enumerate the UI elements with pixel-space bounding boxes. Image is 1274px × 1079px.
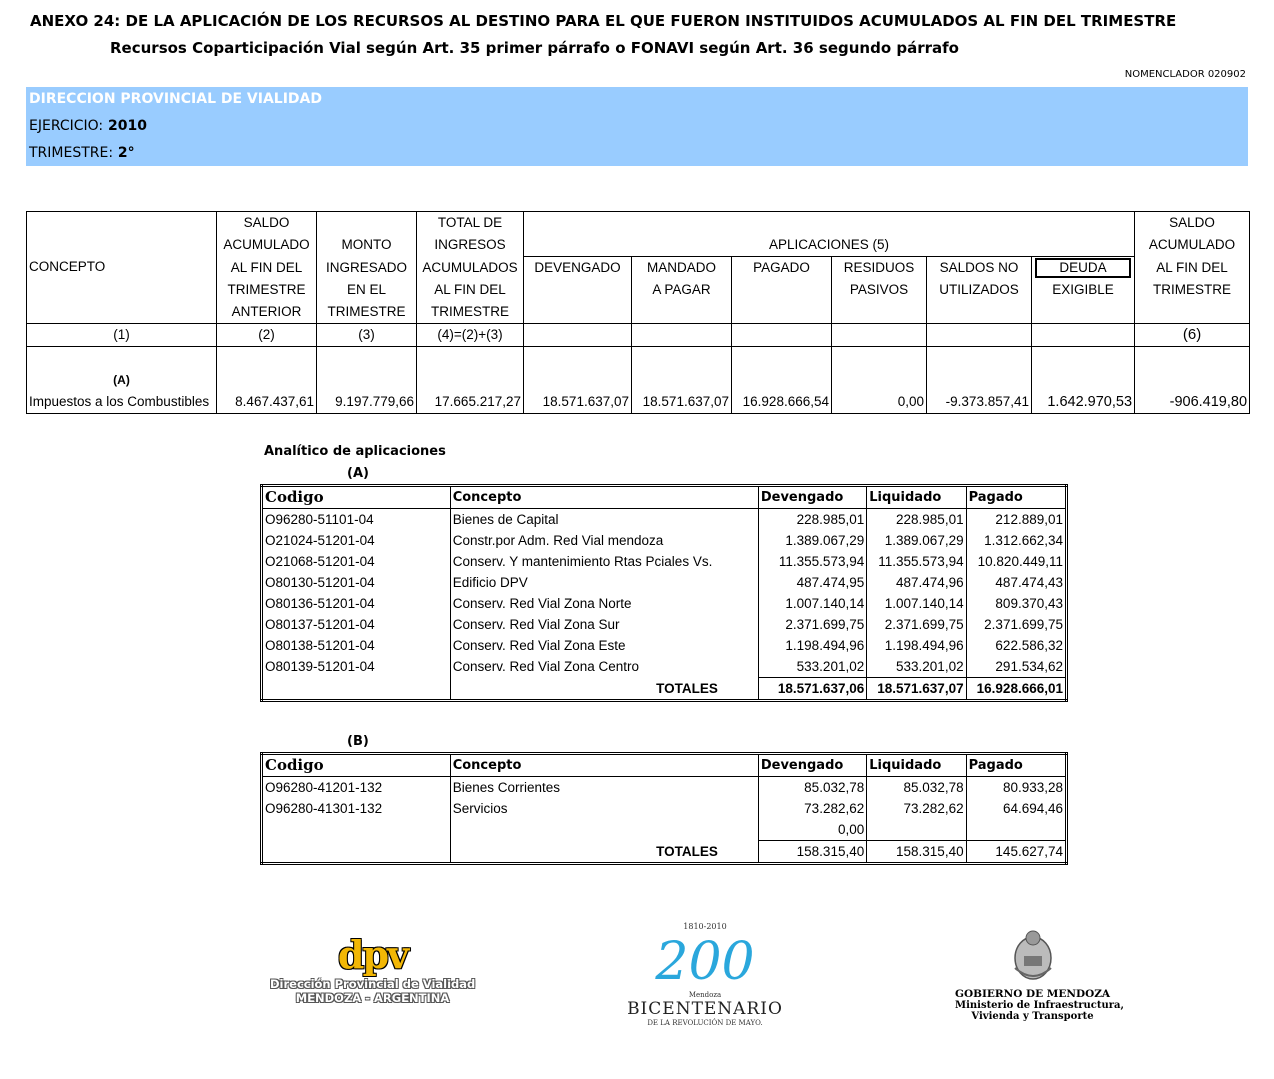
idx-empty [1032,323,1135,346]
concepto-header [27,212,217,324]
pagado-header: Pagado [966,754,1066,777]
table-row [262,656,1067,678]
dpv-logo [270,932,475,1005]
idx-4: (4)=(2)+(3) [417,323,524,346]
idx-empty [632,323,732,346]
concepto-cell: Constr.por Adm. Red Vial mendoza [450,530,758,551]
devengado-cell: 73.282,62 [758,798,866,819]
section-b-label: (B) [347,734,369,749]
trimestre-label: TRIMESTRE: [29,145,114,161]
document-subtitle: Recursos Coparticipación Vial según Art. 35 primer párrafo o FONAVI según Art. 36 segundo párrafo [110,39,959,57]
row-devengado: 18.571.637,07 [524,346,632,413]
table-row [262,614,1067,635]
col4-header-l5: TRIMESTRE [417,301,524,324]
codigo-cell: O80136-51201-04 [262,593,451,614]
liquidado-header: Liquidado [867,486,966,509]
liquidado-cell: 1.007.140,14 [867,593,966,614]
deuda-header-l1: DEUDA [1034,257,1132,279]
col6-header-l4: TRIMESTRE [1135,279,1250,301]
codigo-cell: O21024-51201-04 [262,530,451,551]
col6-header-l3: AL FIN DEL [1135,257,1250,279]
devengado-header: Devengado [758,486,866,509]
row-saldo-fin: -906.419,80 [1135,346,1250,413]
pagado-cell: 80.933,28 [966,777,1066,799]
concepto-cell: Conserv. Red Vial Zona Este [450,635,758,656]
table-row [262,509,1067,531]
analitico-title: Analítico de aplicaciones [264,444,446,459]
gobierno-mendoza-logo [955,928,1124,1022]
col3-header-l1: MONTO [317,234,417,257]
liquidado-header: Liquidado [867,754,966,777]
liquidado-cell: 1.389.067,29 [867,530,966,551]
col4-header-l2: INGRESOS [417,234,524,257]
totals-row [262,678,1067,701]
concepto-cell: Bienes Corrientes [450,777,758,799]
header-row [27,212,1250,235]
applications-summary-table [26,211,1250,414]
col3-header-l0 [317,212,417,235]
codigo-cell: O80130-51201-04 [262,572,451,593]
totals-label: TOTALES [450,678,758,701]
liquidado-cell: 73.282,62 [867,798,966,819]
codigo-header: Codigo [262,754,451,777]
annex-title: DE LA APLICACIÓN DE LOS RECURSOS AL DESTINO PARA EL QUE FUERON INSTITUIDOS ACUMULADOS AL FIN DEL TRIMESTRE [120,12,1177,30]
aplicaciones-header-top [524,212,1135,235]
bicentenario-name: BICENTENARIO [627,999,783,1019]
residuos-header-l1: RESIDUOS [843,260,915,275]
concepto-cell: Conserv. Red Vial Zona Norte [450,593,758,614]
col6-header-l1: SALDO [1135,212,1250,235]
row-monto-ingresado: 9.197.779,66 [317,346,417,413]
entity-header-band [26,87,1248,166]
totals-label: TOTALES [450,841,758,864]
devengado-cell: 228.985,01 [758,509,866,531]
row-mandado: 18.571.637,07 [632,346,732,413]
residuos-header-l2: PASIVOS [849,282,909,297]
codigo-cell: O96280-51101-04 [262,509,451,531]
devengado-cell: 1.198.494,96 [758,635,866,656]
ejercicio-label: EJERCICIO: [29,118,104,134]
index-row [27,323,1250,346]
total-pagado: 145.627,74 [966,841,1066,864]
concepto-header-label: CONCEPTO [29,259,106,275]
totals-row [262,841,1067,864]
concepto-header: Concepto [450,754,758,777]
mandado-header [632,257,732,324]
devengado-cell: 11.355.573,94 [758,551,866,572]
gobierno-line2: Ministerio de Infraestructura, [955,1000,1124,1011]
mandado-header-l1: MANDADO [646,260,716,275]
row-total-ingresos: 17.665.217,27 [417,346,524,413]
ejercicio-line [29,118,147,134]
devengado-cell: 2.371.699,75 [758,614,866,635]
total-liquidado: 18.571.637,07 [867,678,966,701]
liquidado-cell: 85.032,78 [867,777,966,799]
table-row [262,798,1067,819]
pagado-header: PAGADO [732,257,832,324]
liquidado-cell: 533.201,02 [867,656,966,678]
bicentenario-city: Mendoza [688,991,722,999]
idx-empty [927,323,1032,346]
table-row [262,593,1067,614]
idx-6: (6) [1135,323,1250,346]
totals-empty [262,678,451,701]
document-title [30,12,1176,30]
pagado-cell: 809.370,43 [966,593,1066,614]
entity-name: DIRECCION PROVINCIAL DE VIALIDAD [29,91,323,107]
col2-header-l4: TRIMESTRE [217,279,317,301]
table-row [262,819,1067,841]
pagado-cell: 487.474,43 [966,572,1066,593]
row-concepto: Impuestos a los Combustibles [29,393,210,409]
trimestre-line [29,145,135,161]
bicentenario-subtitle: DE LA REVOLUCIÓN DE MAYO. [647,1019,763,1027]
concepto-cell: Bienes de Capital [450,509,758,531]
pagado-cell: 622.586,32 [966,635,1066,656]
pagado-cell [966,819,1066,841]
analitico-header-row [262,486,1067,509]
pagado-cell: 2.371.699,75 [966,614,1066,635]
codigo-cell: O96280-41201-132 [262,777,451,799]
concepto-cell: Conserv. Y mantenimiento Rtas Pciales Vs. [450,551,758,572]
dpv-logo-line1: Dirección Provincial de Vialidad [270,977,476,991]
nomenclador-code: NOMENCLADOR 020902 [1124,69,1246,80]
codigo-cell: O80138-51201-04 [262,635,451,656]
coat-of-arms-icon [1008,928,1058,984]
codigo-cell: O80137-51201-04 [262,614,451,635]
table-row [262,572,1067,593]
liquidado-cell: 1.198.494,96 [867,635,966,656]
concepto-cell [450,819,758,841]
col3-header-l4: TRIMESTRE [317,301,417,324]
row-marker: (A) [113,372,130,387]
pagado-cell: 64.694,46 [966,798,1066,819]
col6-header-l5 [1135,301,1250,324]
col2-header-l1: SALDO [217,212,317,235]
row-pagado: 16.928.666,54 [732,346,832,413]
liquidado-cell [867,819,966,841]
concepto-cell: Conserv. Red Vial Zona Centro [450,656,758,678]
table-row [262,777,1067,799]
row-deuda: 1.642.970,53 [1032,346,1135,413]
pagado-cell: 10.820.449,11 [966,551,1066,572]
col6-header-l2: ACUMULADO [1135,234,1250,257]
devengado-header: DEVENGADO [524,257,632,324]
analitico-body-b [262,777,1067,841]
gobierno-line3: Vivienda y Transporte [971,1011,1094,1022]
concepto-header: Concepto [450,486,758,509]
pagado-cell: 1.312.662,34 [966,530,1066,551]
analitico-body-a [262,509,1067,678]
liquidado-cell: 487.474,96 [867,572,966,593]
analitico-table-a [260,484,1068,702]
dpv-mark: dpv [337,932,408,977]
totals-empty [262,841,451,864]
mandado-header-l2: A PAGAR [652,282,711,297]
row-saldo-anterior: 8.467.437,61 [217,346,317,413]
data-row [27,346,1250,413]
pagado-cell: 291.534,62 [966,656,1066,678]
annex-number: ANEXO 24: [30,12,121,30]
gobierno-line1: GOBIERNO DE MENDOZA [955,988,1111,1000]
liquidado-cell: 228.985,01 [867,509,966,531]
table-row [262,551,1067,572]
total-devengado: 158.315,40 [758,841,866,864]
bicentenario-200-text: 200 [655,932,755,987]
idx-empty [832,323,927,346]
col3-header-l2: INGRESADO [317,257,417,279]
ejercicio-value: 2010 [103,118,147,134]
total-devengado: 18.571.637,06 [758,678,866,701]
trimestre-value: 2° [113,145,135,161]
bicentenario-200-mark [645,931,765,987]
codigo-cell [262,819,451,841]
devengado-cell: 533.201,02 [758,656,866,678]
deuda-header [1032,257,1135,324]
row-residuos: 0,00 [832,346,927,413]
idx-3: (3) [317,323,417,346]
table-row [262,635,1067,656]
codigo-cell: O96280-41301-132 [262,798,451,819]
analitico-header-row [262,754,1067,777]
col3-header-l3: EN EL [317,279,417,301]
devengado-cell: 1.389.067,29 [758,530,866,551]
concepto-cell: Servicios [450,798,758,819]
col4-header-l4: AL FIN DEL [417,279,524,301]
section-a-label: (A) [347,466,369,481]
idx-empty [524,323,632,346]
devengado-header: Devengado [758,754,866,777]
devengado-cell: 0,00 [758,819,866,841]
saldos-no-header-l1: SALDOS NO [939,260,1019,275]
col4-header-l3: ACUMULADOS [417,257,524,279]
row-saldos-no: -9.373.857,41 [927,346,1032,413]
pagado-cell: 212.889,01 [966,509,1066,531]
liquidado-cell: 11.355.573,94 [867,551,966,572]
table-row [262,530,1067,551]
col4-header-l1: TOTAL DE [417,212,524,235]
concepto-cell: Conserv. Red Vial Zona Sur [450,614,758,635]
col2-header-l3: AL FIN DEL [217,257,317,279]
idx-2: (2) [217,323,317,346]
codigo-header: Codigo [262,486,451,509]
idx-empty [732,323,832,346]
pagado-header: Pagado [966,486,1066,509]
codigo-cell: O21068-51201-04 [262,551,451,572]
aplicaciones-header: APLICACIONES (5) [524,234,1135,257]
bicentenario-logo [620,922,790,1027]
devengado-cell: 1.007.140,14 [758,593,866,614]
devengado-cell: 85.032,78 [758,777,866,799]
col2-header-l2: ACUMULADO [217,234,317,257]
col2-header-l5: ANTERIOR [217,301,317,324]
concepto-cell: Edificio DPV [450,572,758,593]
bicentenario-years: 1810-2010 [683,922,727,931]
saldos-no-header-l2: UTILIZADOS [939,282,1019,297]
liquidado-cell: 2.371.699,75 [867,614,966,635]
dpv-logo-line2: MENDOZA - ARGENTINA [295,991,450,1005]
idx-1: (1) [27,323,217,346]
row-concepto-cell [27,346,217,413]
total-liquidado: 158.315,40 [867,841,966,864]
total-pagado: 16.928.666,01 [966,678,1066,701]
analitico-table-b [260,752,1068,865]
codigo-cell: O80139-51201-04 [262,656,451,678]
devengado-cell: 487.474,95 [758,572,866,593]
deuda-header-l2: EXIGIBLE [1052,282,1114,297]
residuos-header [832,257,927,324]
saldos-no-header [927,257,1032,324]
